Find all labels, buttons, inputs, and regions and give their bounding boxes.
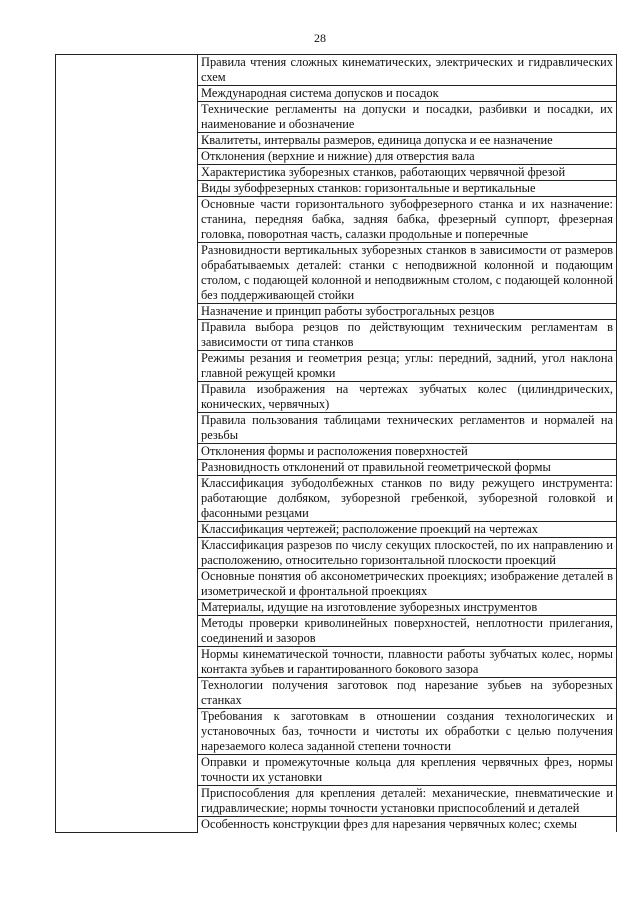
table-cell: Требования к заготовкам в отношении создания технологических и установочных баз, точности и чистоты их обработки с целью получения нарезаемого колеса заданной степени точности <box>198 709 617 755</box>
table-cell: Нормы кинематической точности, плавности работы зубчатых колес, нормы контакта зубьев и гарантированного бокового зазора <box>198 647 617 678</box>
table-cell: Международная система допусков и посадок <box>198 86 617 102</box>
table-row <box>56 55 617 86</box>
table-cell: Правила чтения сложных кинематических, электрических и гидравлических схем <box>198 55 617 86</box>
table-cell: Материалы, идущие на изготовление зуборезных инструментов <box>198 600 617 616</box>
table-cell: Особенность конструкции фрез для нарезания червячных колес; схемы <box>198 817 617 833</box>
requirements-table <box>55 54 617 833</box>
table-cell: Отклонения (верхние и нижние) для отверстия вала <box>198 149 617 165</box>
table-cell: Основные части горизонтального зубофрезерного станка и их назначение: станина, передняя бабка, задняя бабка, фрезерный суппорт, фрезерная головка, поворотная часть, салазки продольные и поперечные <box>198 197 617 243</box>
table-cell: Режимы резания и геометрия резца; углы: передний, задний, угол наклона главной режущей кромки <box>198 351 617 382</box>
table-cell: Правила выбора резцов по действующим техническим регламентам в зависимости от типа станков <box>198 320 617 351</box>
table-cell: Основные понятия об аксонометрических проекциях; изображение деталей в изометрической и фронтальной проекциях <box>198 569 617 600</box>
table-cell: Оправки и промежуточные кольца для крепления червячных фрез, нормы точности их установки <box>198 755 617 786</box>
table-cell: Виды зубофрезерных станков: горизонтальные и вертикальные <box>198 181 617 197</box>
table-body <box>56 55 617 833</box>
table-cell: Классификация разрезов по числу секущих плоскостей, по их направлению и расположению, относительно горизонтальной плоскости проекций <box>198 538 617 569</box>
table-cell: Квалитеты, интервалы размеров, единица допуска и ее назначение <box>198 133 617 149</box>
table-cell: Технологии получения заготовок под нарезание зубьев на зуборезных станках <box>198 678 617 709</box>
left-column-cell <box>56 55 198 833</box>
page-number: 28 <box>314 31 326 45</box>
table-cell: Правила изображения на чертежах зубчатых колес (цилиндрических, конических, червячных) <box>198 382 617 413</box>
table-cell: Правила пользования таблицами технических регламентов и нормалей на резьбы <box>198 413 617 444</box>
table-cell: Назначение и принцип работы зубострогальных резцов <box>198 304 617 320</box>
table-cell: Классификация чертежей; расположение проекций на чертежах <box>198 522 617 538</box>
table-cell: Методы проверки криволинейных поверхностей, неплотности прилегания, соединений и зазоров <box>198 616 617 647</box>
table-cell: Разновидность отклонений от правильной геометрической формы <box>198 460 617 476</box>
table-cell: Характеристика зуборезных станков, работающих червячной фрезой <box>198 165 617 181</box>
table-cell: Приспособления для крепления деталей: механические, пневматические и гидравлические; нормы точности установки приспособлений и деталей <box>198 786 617 817</box>
table-cell: Технические регламенты на допуски и посадки, разбивки и посадки, их наименование и обозначение <box>198 102 617 133</box>
table-cell: Классификация зубодолбежных станков по виду режущего инструмента: работающие долбяком, зуборезной гребенкой, зуборезной головкой и фасонными резцами <box>198 476 617 522</box>
table-cell: Отклонения формы и расположения поверхностей <box>198 444 617 460</box>
table-cell: Разновидности вертикальных зуборезных станков в зависимости от размеров обрабатываемых деталей: станки с неподвижной колонной и подающим столом, с подающей колонной и неподвижным столом, с подающей колонной без поддерживающей стойки <box>198 243 617 304</box>
